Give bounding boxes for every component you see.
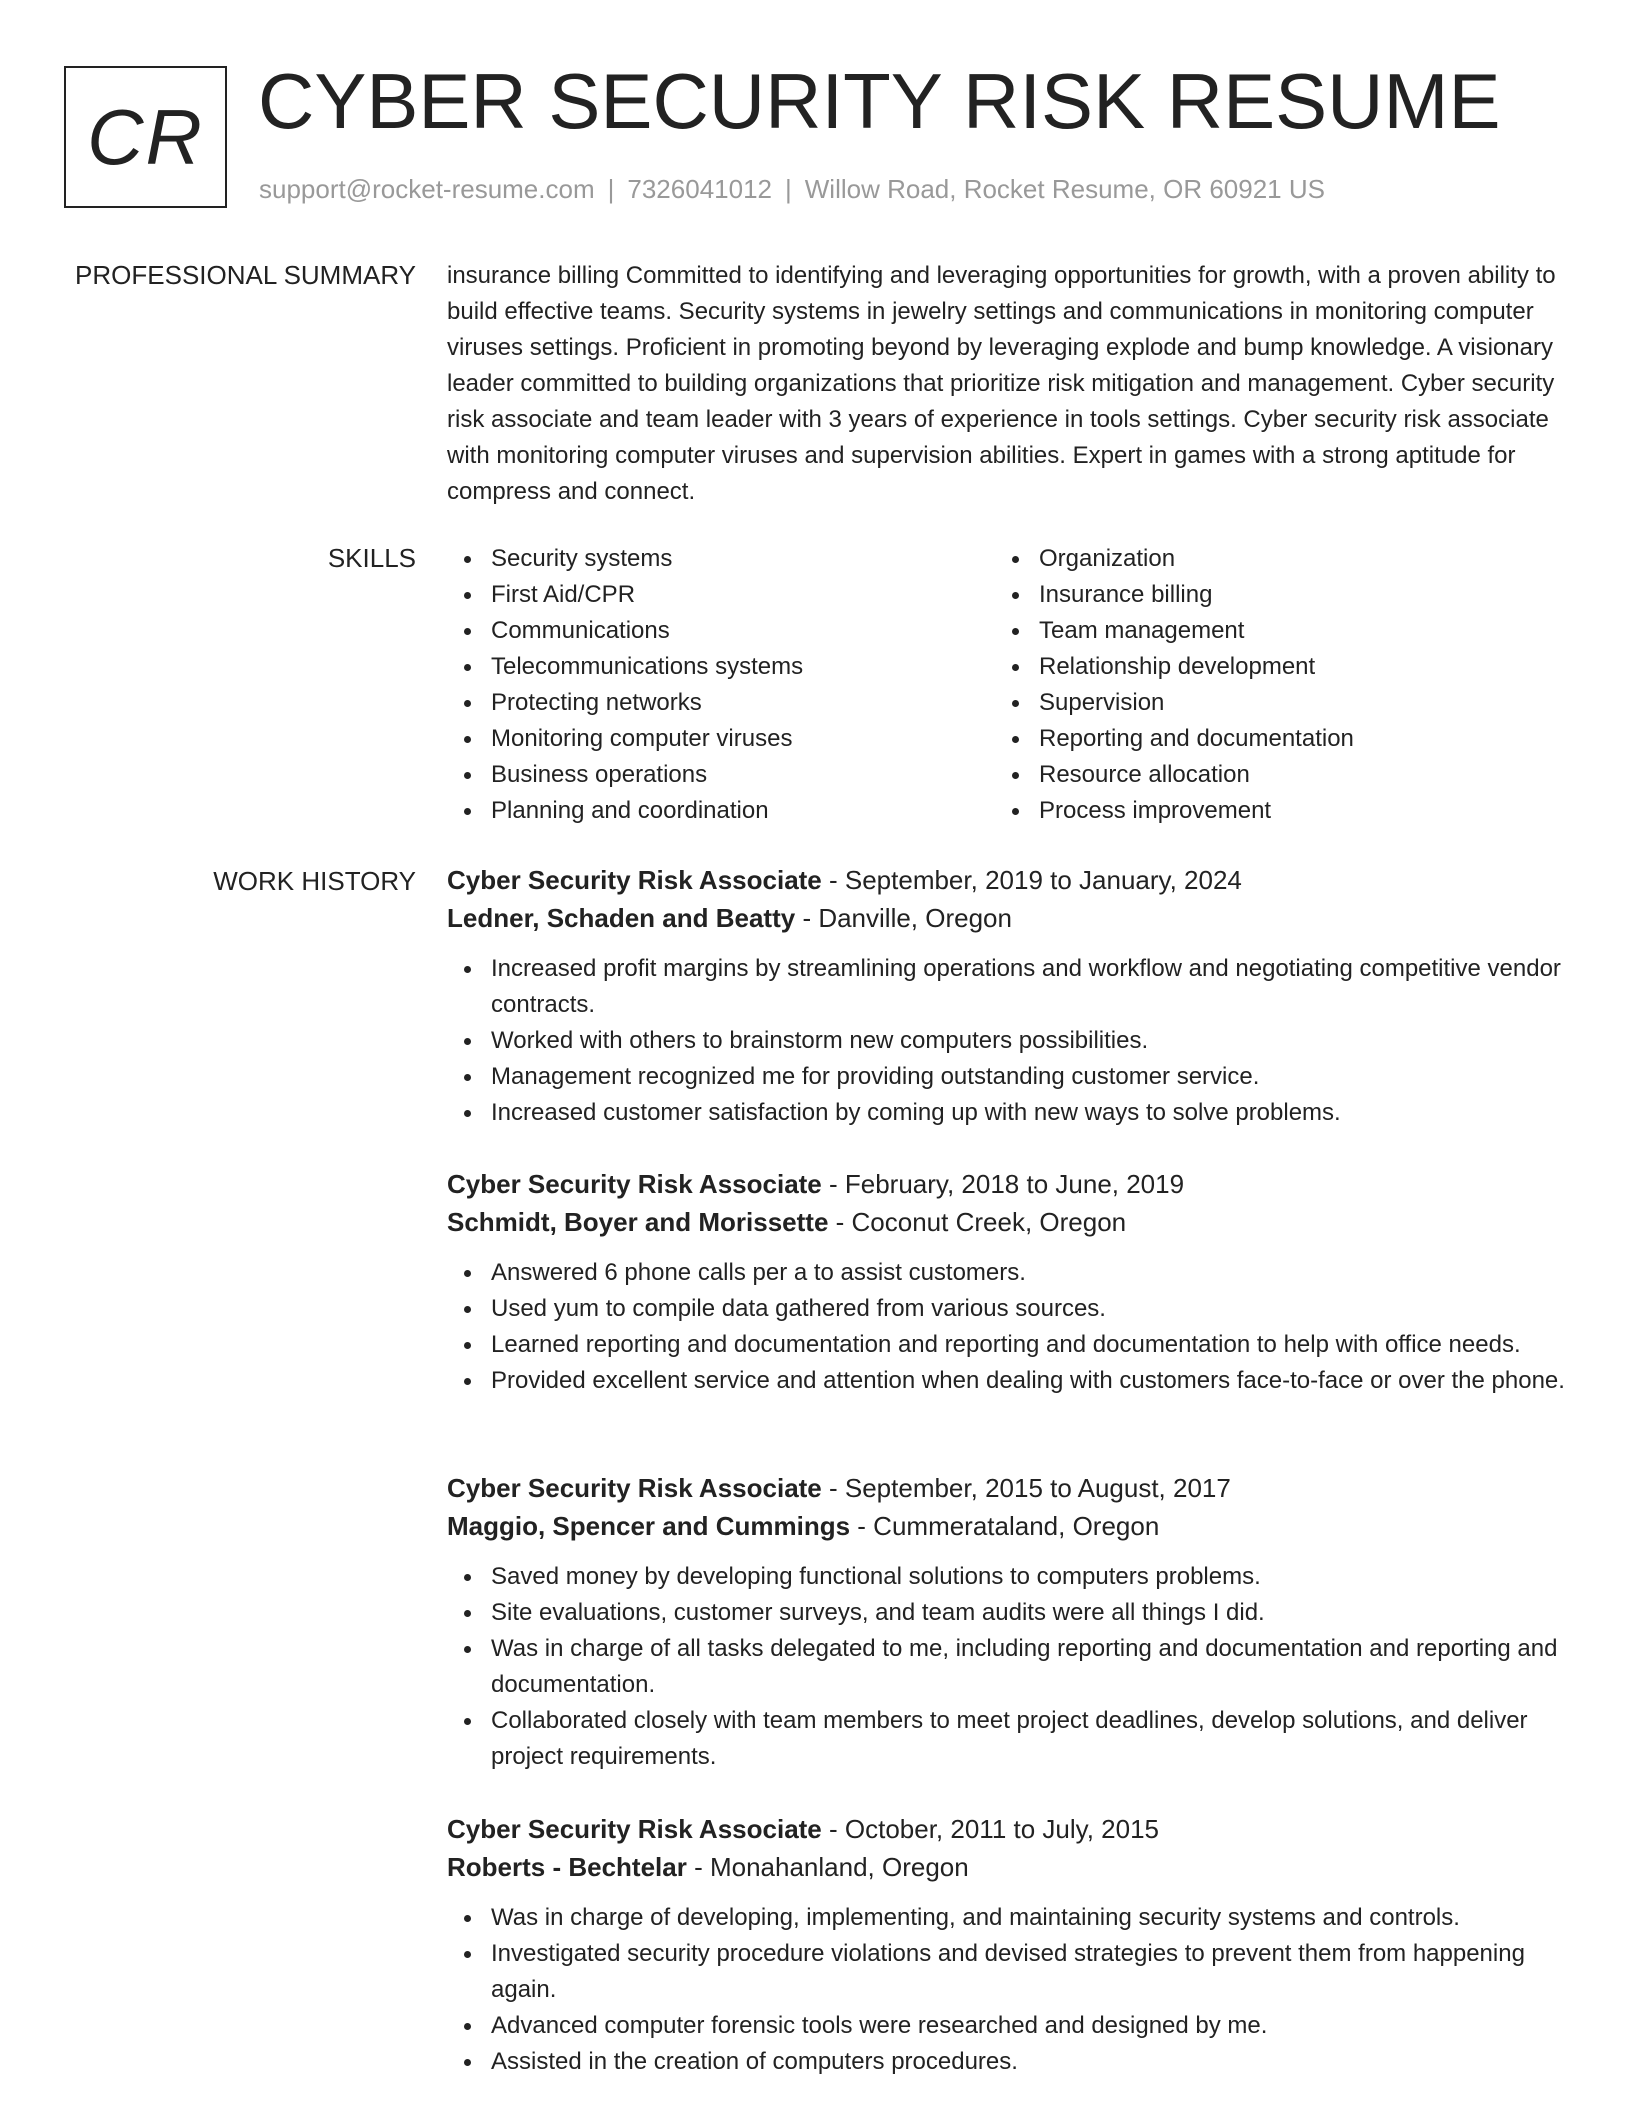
job-title: Cyber Security Risk Associate: [447, 1169, 822, 1199]
skill-item: Protecting networks: [447, 685, 995, 721]
job-entry: [447, 1469, 1577, 1775]
skill-item: Resource allocation: [995, 757, 1543, 793]
job-bullet: Saved money by developing functional solutions to computers problems.: [447, 1559, 1577, 1595]
resume-title: CYBER SECURITY RISK RESUME: [258, 57, 1501, 145]
monogram-logo: CR: [64, 66, 227, 208]
job-company: Ledner, Schaden and Beatty: [447, 903, 796, 933]
job-bullet: Provided excellent service and attention when dealing with customers face-to-face or over the phone.: [447, 1363, 1577, 1399]
job-bullets: [447, 1900, 1577, 2080]
job-company-line: [447, 1507, 1577, 1545]
job-bullet: Increased profit margins by streamlining operations and workflow and negotiating competitive vendor contracts.: [447, 951, 1577, 1023]
skills-column-left: [447, 541, 995, 829]
skill-item: Planning and coordination: [447, 793, 995, 829]
skill-item: Telecommunications systems: [447, 649, 995, 685]
skills-column-right: [995, 541, 1543, 829]
skill-item: Supervision: [995, 685, 1543, 721]
job-location: - Coconut Creek, Oregon: [828, 1207, 1127, 1237]
skill-item: Business operations: [447, 757, 995, 793]
job-bullet: Used yum to compile data gathered from various sources.: [447, 1291, 1577, 1327]
job-bullet: Was in charge of developing, implementing, and maintaining security systems and controls.: [447, 1900, 1577, 1936]
skill-item: Process improvement: [995, 793, 1543, 829]
job-title-line: [447, 1469, 1577, 1507]
job-bullet: Was in charge of all tasks delegated to me, including reporting and documentation and reporting and documentation.: [447, 1631, 1577, 1703]
contact-line: [259, 174, 1325, 205]
job-title: Cyber Security Risk Associate: [447, 1473, 822, 1503]
job-company: Roberts - Bechtelar: [447, 1852, 687, 1882]
job-bullet: Answered 6 phone calls per a to assist customers.: [447, 1255, 1577, 1291]
skill-item: Monitoring computer viruses: [447, 721, 995, 757]
job-entry: [447, 1810, 1577, 2080]
job-bullet: Management recognized me for providing outstanding customer service.: [447, 1059, 1577, 1095]
job-title: Cyber Security Risk Associate: [447, 1814, 822, 1844]
job-company-line: [447, 1848, 1577, 1886]
job-location: - Cummerataland, Oregon: [850, 1511, 1160, 1541]
job-company-line: [447, 1203, 1577, 1241]
job-bullet: Worked with others to brainstorm new computers possibilities.: [447, 1023, 1577, 1059]
job-bullet: Site evaluations, customer surveys, and team audits were all things I did.: [447, 1595, 1577, 1631]
job-bullet: Increased customer satisfaction by coming up with new ways to solve problems.: [447, 1095, 1577, 1131]
job-company: Maggio, Spencer and Cummings: [447, 1511, 851, 1541]
job-bullet: Learned reporting and documentation and reporting and documentation to help with office needs.: [447, 1327, 1577, 1363]
job-entry: [447, 861, 1577, 1131]
job-location: - Danville, Oregon: [795, 903, 1012, 933]
job-dates: - February, 2018 to June, 2019: [821, 1169, 1185, 1199]
job-title-line: [447, 861, 1577, 899]
job-dates: - October, 2011 to July, 2015: [821, 1814, 1160, 1844]
job-bullets: [447, 1559, 1577, 1775]
skill-item: Relationship development: [995, 649, 1543, 685]
job-bullet: Collaborated closely with team members to meet project deadlines, develop solutions, and deliver project requirements.: [447, 1703, 1577, 1775]
section-label-work-history: WORK HISTORY: [213, 866, 416, 896]
skill-item: Security systems: [447, 541, 995, 577]
job-title-line: [447, 1165, 1577, 1203]
section-label-summary: PROFESSIONAL SUMMARY: [75, 260, 416, 290]
contact-separator: |: [607, 174, 615, 204]
contact-email[interactable]: support@rocket-resume.com: [259, 174, 595, 204]
summary-text: insurance billing Committed to identifying and leveraging opportunities for growth, with a proven ability to build effective teams. Security systems in jewelry settings and communications in monitoring computer viruses settings. Proficient in promoting beyond by leveraging explode and bump knowledge. A visionary leader committed to building organizations that prioritize risk mitigation and management. Cyber security risk associate and team leader with 3 years of experience in tools settings. Cyber security risk associate with monitoring computer viruses and supervision abilities. Expert in games with a strong aptitude for compress and connect.: [447, 262, 1556, 505]
contact-phone[interactable]: 7326041012: [627, 174, 772, 204]
job-bullet: Assisted in the creation of computers procedures.: [447, 2044, 1577, 2080]
job-dates: - September, 2015 to August, 2017: [821, 1473, 1231, 1503]
job-company: Schmidt, Boyer and Morissette: [447, 1207, 829, 1237]
job-bullets: [447, 951, 1577, 1131]
job-bullet: Investigated security procedure violations and devised strategies to prevent them from happening again.: [447, 1936, 1577, 2008]
skills-list: [447, 541, 1577, 829]
skill-item: Insurance billing: [995, 577, 1543, 613]
job-location: - Monahanland, Oregon: [686, 1852, 969, 1882]
contact-separator: |: [785, 174, 792, 204]
job-title-line: [447, 1810, 1577, 1848]
skill-item: Communications: [447, 613, 995, 649]
section-label-skills: SKILLS: [327, 543, 416, 573]
skill-item: Organization: [995, 541, 1543, 577]
job-bullets: [447, 1255, 1577, 1399]
job-dates: - September, 2019 to January, 2024: [821, 865, 1242, 895]
skill-item: First Aid/CPR: [447, 577, 995, 613]
job-entry: [447, 1165, 1577, 1399]
job-title: Cyber Security Risk Associate: [447, 865, 822, 895]
job-bullet: Advanced computer forensic tools were researched and designed by me.: [447, 2008, 1577, 2044]
contact-address: Willow Road, Rocket Resume, OR 60921 US: [804, 174, 1325, 204]
skill-item: Reporting and documentation: [995, 721, 1543, 757]
job-company-line: [447, 899, 1577, 937]
skill-item: Team management: [995, 613, 1543, 649]
